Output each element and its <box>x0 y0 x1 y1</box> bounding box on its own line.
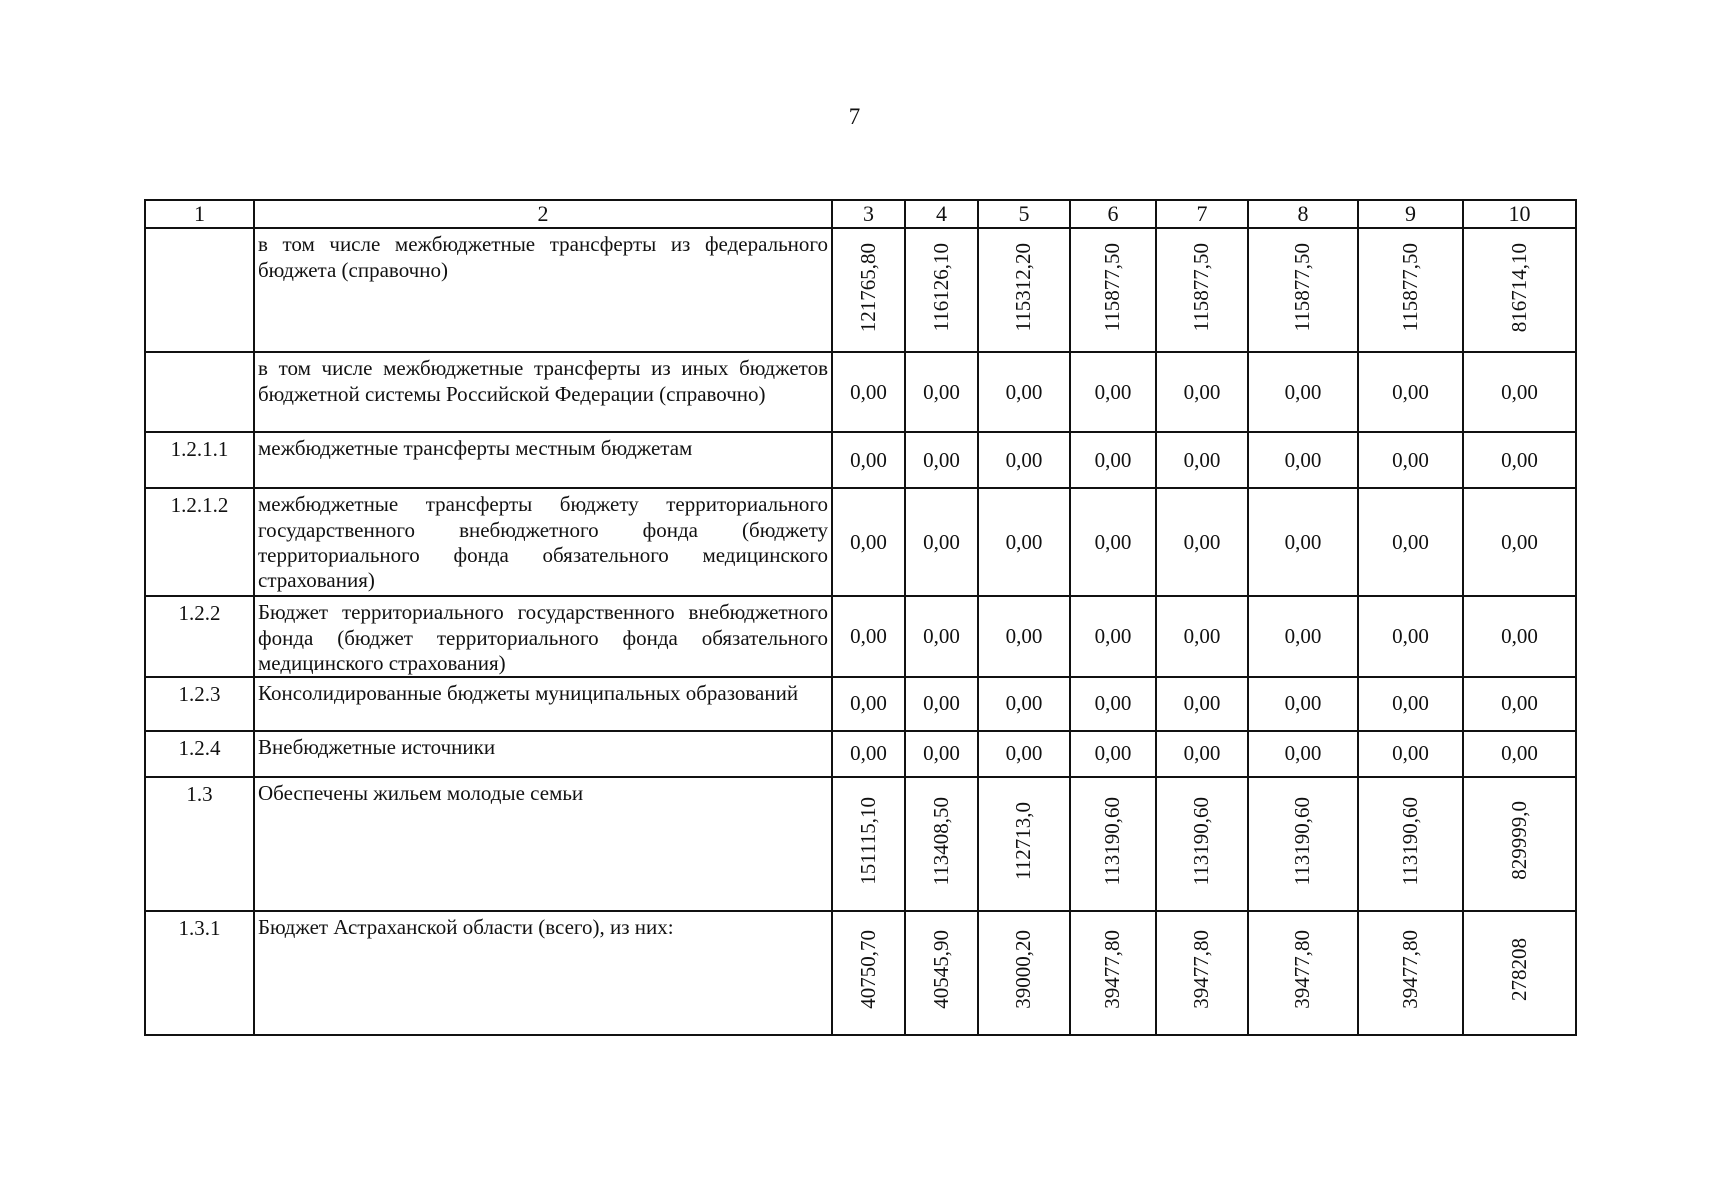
value-cell <box>1070 228 1156 352</box>
value-cell: 0,00 <box>978 596 1070 677</box>
row-number <box>145 352 254 432</box>
row-number: 1.2.1.1 <box>145 432 254 488</box>
column-header: 7 <box>1156 200 1248 228</box>
column-header: 9 <box>1358 200 1463 228</box>
value-cell: 0,00 <box>905 731 978 777</box>
value-text: 39477,80 <box>1290 930 1315 1010</box>
value-cell: 0,00 <box>832 488 905 596</box>
value-text: 113190,60 <box>1100 796 1125 886</box>
value-text: 278208 <box>1506 938 1531 1002</box>
table-row <box>145 352 1576 432</box>
table-row <box>145 432 1576 488</box>
column-header: 4 <box>905 200 978 228</box>
table-row <box>145 731 1576 777</box>
value-cell: 0,00 <box>1463 731 1576 777</box>
value-cell <box>832 777 905 911</box>
value-cell <box>905 777 978 911</box>
value-cell: 0,00 <box>1156 677 1248 731</box>
column-header: 1 <box>145 200 254 228</box>
value-cell: 0,00 <box>905 596 978 677</box>
header-row <box>145 200 1576 228</box>
value-cell: 0,00 <box>1358 488 1463 596</box>
value-text: 115877,50 <box>1189 243 1214 332</box>
value-cell: 0,00 <box>1248 731 1358 777</box>
table-row <box>145 777 1576 911</box>
row-number <box>145 228 254 352</box>
value-cell: 0,00 <box>978 352 1070 432</box>
value-cell: 0,00 <box>978 677 1070 731</box>
column-header: 2 <box>254 200 832 228</box>
value-cell: 0,00 <box>1070 731 1156 777</box>
value-cell <box>978 911 1070 1035</box>
value-cell: 0,00 <box>1463 596 1576 677</box>
value-cell: 0,00 <box>1156 488 1248 596</box>
value-text: 115877,50 <box>1100 243 1125 332</box>
value-cell: 0,00 <box>1156 432 1248 488</box>
value-cell: 0,00 <box>905 677 978 731</box>
value-cell: 0,00 <box>1070 488 1156 596</box>
value-cell: 0,00 <box>1463 432 1576 488</box>
row-description: Консолидированные бюджеты муниципальных образований <box>254 677 832 731</box>
value-cell: 0,00 <box>832 677 905 731</box>
column-header: 8 <box>1248 200 1358 228</box>
value-cell: 0,00 <box>978 731 1070 777</box>
value-cell: 0,00 <box>1463 352 1576 432</box>
value-cell <box>1463 911 1576 1035</box>
table-row <box>145 228 1576 352</box>
value-cell: 0,00 <box>832 352 905 432</box>
value-cell <box>1463 228 1576 352</box>
value-cell <box>1463 777 1576 911</box>
table-row <box>145 596 1576 677</box>
value-cell: 0,00 <box>1248 488 1358 596</box>
value-cell: 0,00 <box>832 731 905 777</box>
value-text: 829999,0 <box>1506 801 1531 881</box>
row-number: 1.2.3 <box>145 677 254 731</box>
column-header: 10 <box>1463 200 1576 228</box>
row-number: 1.2.1.2 <box>145 488 254 596</box>
value-text: 115877,50 <box>1397 243 1422 332</box>
row-description: Внебюджетные источники <box>254 731 832 777</box>
value-cell <box>1156 911 1248 1035</box>
value-cell: 0,00 <box>978 488 1070 596</box>
table-row <box>145 677 1576 731</box>
value-text: 151115,10 <box>855 797 880 885</box>
value-text: 115877,50 <box>1290 243 1315 332</box>
value-cell: 0,00 <box>1156 352 1248 432</box>
value-cell <box>1070 911 1156 1035</box>
row-number: 1.2.4 <box>145 731 254 777</box>
row-description: межбюджетные трансферты местным бюджетам <box>254 432 832 488</box>
value-cell: 0,00 <box>1070 432 1156 488</box>
value-cell <box>1070 777 1156 911</box>
value-cell <box>1156 228 1248 352</box>
value-cell <box>1248 228 1358 352</box>
value-cell <box>1358 228 1463 352</box>
value-cell <box>832 911 905 1035</box>
row-description: межбюджетные трансферты бюджету территориального государственного внебюджетного фонда (бюджету территориального фонда обязательного медицинского страхования) <box>254 488 832 596</box>
value-text: 115312,20 <box>1011 243 1036 332</box>
value-cell: 0,00 <box>1358 677 1463 731</box>
value-cell: 0,00 <box>1070 352 1156 432</box>
value-cell <box>832 228 905 352</box>
value-cell: 0,00 <box>905 432 978 488</box>
row-description: Обеспечены жильем молодые семьи <box>254 777 832 911</box>
column-header: 6 <box>1070 200 1156 228</box>
value-cell: 0,00 <box>1358 352 1463 432</box>
value-cell: 0,00 <box>1463 488 1576 596</box>
value-text: 113190,60 <box>1290 796 1315 886</box>
value-text: 113190,60 <box>1189 796 1214 886</box>
value-cell <box>905 228 978 352</box>
value-cell: 0,00 <box>1358 596 1463 677</box>
value-cell: 0,00 <box>832 432 905 488</box>
value-text: 816714,10 <box>1506 242 1531 332</box>
value-cell <box>905 911 978 1035</box>
value-text: 40545,90 <box>928 930 953 1010</box>
value-cell: 0,00 <box>1156 731 1248 777</box>
value-cell <box>1358 911 1463 1035</box>
value-cell: 0,00 <box>905 352 978 432</box>
row-number: 1.2.2 <box>145 596 254 677</box>
column-header: 5 <box>978 200 1070 228</box>
value-cell: 0,00 <box>1070 596 1156 677</box>
table-row <box>145 911 1576 1035</box>
value-text: 39477,80 <box>1100 930 1125 1010</box>
value-cell: 0,00 <box>1248 432 1358 488</box>
value-cell <box>1248 911 1358 1035</box>
value-cell <box>978 777 1070 911</box>
value-cell: 0,00 <box>1248 596 1358 677</box>
value-cell: 0,00 <box>1248 352 1358 432</box>
value-cell <box>1156 777 1248 911</box>
value-cell: 0,00 <box>832 596 905 677</box>
page-number: 7 <box>848 104 861 129</box>
value-cell: 0,00 <box>978 432 1070 488</box>
row-description: Бюджет территориального государственного внебюджетного фонда (бюджет территориального фонда обязательного медицинского страхования) <box>254 596 832 677</box>
value-text: 39000,20 <box>1011 930 1036 1010</box>
value-text: 113408,50 <box>928 796 953 886</box>
value-text: 112713,0 <box>1011 801 1036 880</box>
row-number: 1.3.1 <box>145 911 254 1035</box>
value-text: 113190,60 <box>1397 796 1422 886</box>
row-description: в том числе межбюджетные трансферты из иных бюджетов бюджетной системы Российской Федерации (справочно) <box>254 352 832 432</box>
value-text: 40750,70 <box>855 930 880 1010</box>
row-description: в том числе межбюджетные трансферты из федерального бюджета (справочно) <box>254 228 832 352</box>
value-cell: 0,00 <box>1248 677 1358 731</box>
value-cell: 0,00 <box>1070 677 1156 731</box>
value-text: 121765,80 <box>855 242 880 332</box>
budget-table <box>144 199 1577 1036</box>
row-number: 1.3 <box>145 777 254 911</box>
row-description: Бюджет Астраханской области (всего), из них: <box>254 911 832 1035</box>
value-cell: 0,00 <box>1156 596 1248 677</box>
value-cell: 0,00 <box>1358 731 1463 777</box>
value-cell: 0,00 <box>905 488 978 596</box>
value-text: 39477,80 <box>1397 930 1422 1010</box>
value-cell <box>1358 777 1463 911</box>
value-text: 116126,10 <box>928 243 953 332</box>
value-text: 39477,80 <box>1189 930 1214 1010</box>
value-cell: 0,00 <box>1463 677 1576 731</box>
value-cell <box>978 228 1070 352</box>
table-row <box>145 488 1576 596</box>
value-cell <box>1248 777 1358 911</box>
value-cell: 0,00 <box>1358 432 1463 488</box>
column-header: 3 <box>832 200 905 228</box>
